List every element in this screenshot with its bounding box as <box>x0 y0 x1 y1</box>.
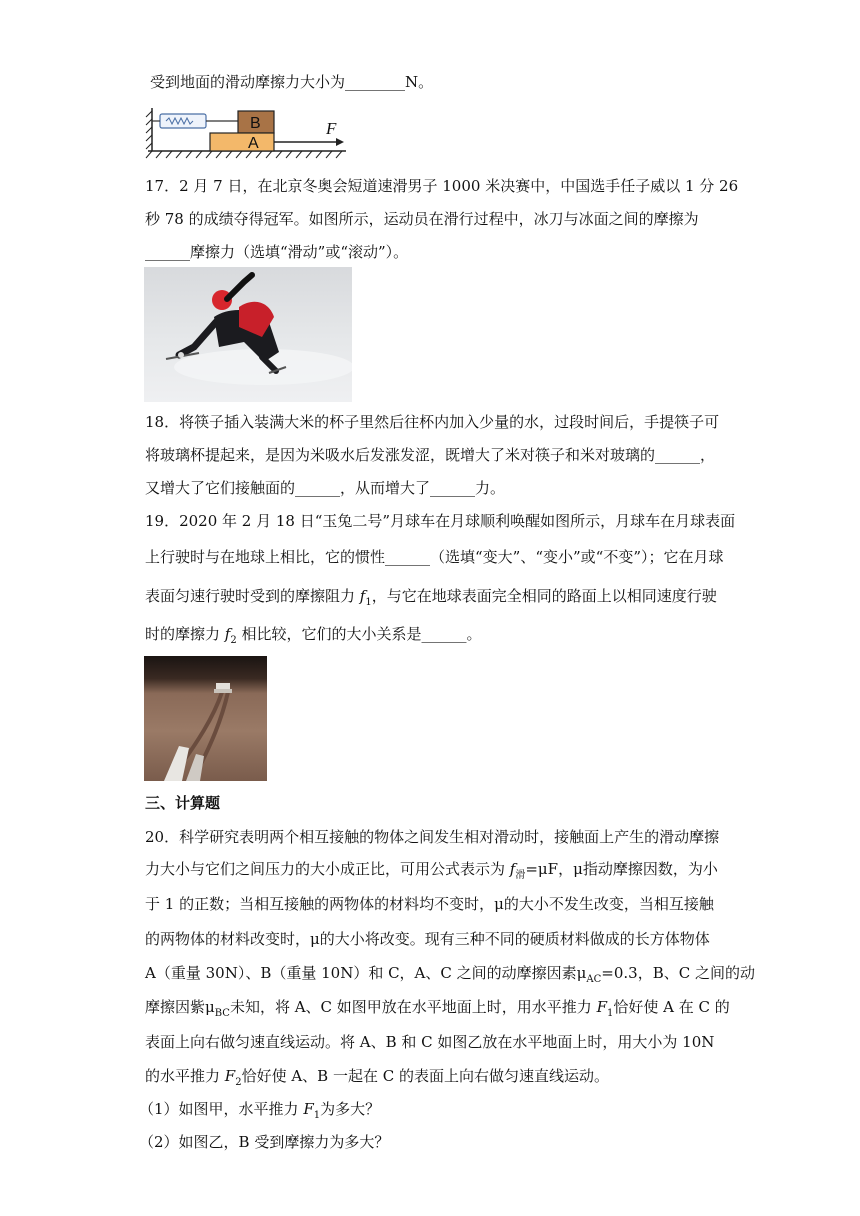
q20-line-1: 20．科学研究表明两个相互接触的物体之间发生相对滑动时，接触面上产生的滑动摩擦 <box>145 828 720 846</box>
q19-line-1: 19．2020 年 2 月 18 日“玉兔二号”月球车在月球顺利唤醒如图所示，月球车在月球表面 <box>145 512 736 530</box>
speed-skater-photo <box>144 267 352 402</box>
block-a <box>210 133 274 151</box>
block-a-label: A <box>248 135 259 152</box>
q19-line-3: 表面匀速行驶时受到的摩擦阻力 $f_1$，与它在地球表面完全相同的路面上以相同速度行驶 <box>145 587 717 608</box>
q20-line-2: 力大小与它们之间压力的大小成正比，可用公式表示为 $f_滑=\mu F$，μ指动摩擦因数，为小 <box>145 860 718 881</box>
section-title: 三、计算题 <box>145 794 221 812</box>
q16-tail: 受到地面的滑动摩擦力大小为________N。 <box>150 73 434 91</box>
q20-line-4: 的两物体的材料改变时，μ的大小将改变。现有三种不同的硬质材料做成的长方体物体 <box>145 930 710 948</box>
block-b-label: B <box>250 115 261 132</box>
wall-hatching <box>146 111 152 149</box>
q16-diagram <box>140 103 355 161</box>
q18-line-3: 又增大了它们接触面的______，从而增大了______力。 <box>145 479 506 497</box>
q20-line-6: 摩擦因紫$\mu_{BC}$未知，将 A、C 如图甲放在水平地面上时，用水平推力 $F_1$恰好使 A 在 C 的 <box>145 998 730 1019</box>
q20-subquestion-2: （2）如图乙，B 受到摩擦力为多大？ <box>139 1133 390 1151</box>
q20-line-5: A（重量 30N）、B（重量 10N）和 C，A、C 之间的动摩擦因素$\mu_{AC}=0.3$，B、C 之间的动 <box>145 964 755 985</box>
q19-line-2: 上行驶时与在地球上相比，它的惯性______（选填“变大”、“变小”或“不变”）；它在月球 <box>145 548 724 566</box>
q19-line-4: 时的摩擦力 $f_2$ 相比较，它们的大小关系是______。 <box>145 625 482 646</box>
q18-line-2: 将玻璃杯提起来，是因为米吸水后发涨发涩，既增大了米对筷子和米对玻璃的______， <box>145 446 716 464</box>
q20-line-7: 表面上向右做匀速直线运动。将 A、B 和 C 如图乙放在水平地面上时，用大小为 10N <box>145 1033 715 1051</box>
q20-subquestion-1: （1）如图甲，水平推力 $F_1$为多大？ <box>139 1100 381 1121</box>
force-label: F <box>326 119 337 138</box>
q18-line-1: 18．将筷子插入装满大米的杯子里然后往杯内加入少量的水，过段时间后，手提筷子可 <box>145 413 720 431</box>
ground-hatching <box>146 151 342 158</box>
q20-line-3: 于 1 的正数；当相互接触的两物体的材料均不变时，μ的大小不发生改变，当相互接触 <box>145 895 714 913</box>
q17-line-2: 秒 78 的成绩夺得冠军。如图所示，运动员在滑行过程中，冰刀与冰面之间的摩擦为 <box>145 210 699 228</box>
q17-line-3: ______摩擦力（选填“滑动”或“滚动”）。 <box>145 243 409 261</box>
q20-line-8: 的水平推力 $F_2$恰好使 A、B 一起在 C 的表面上向右做匀速直线运动。 <box>145 1067 609 1088</box>
spring-scale <box>152 114 238 128</box>
q17-line-1: 17．2 月 7 日，在北京冬奥会短道速滑男子 1000 米决赛中，中国选手任子威以 1 分 26 <box>145 177 739 195</box>
lunar-rover-photo <box>144 656 267 781</box>
